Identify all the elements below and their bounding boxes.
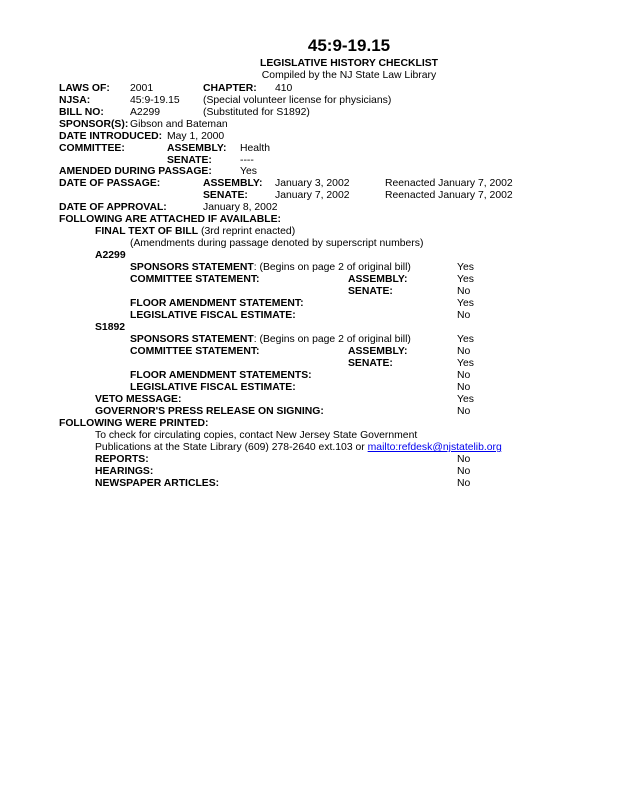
a-floor-label: FLOOR AMENDMENT STATEMENT: xyxy=(130,298,304,309)
s-sponsors-note: : (Begins on page 2 of original bill) xyxy=(253,334,411,345)
page-title: 45:9-19.15 xyxy=(307,36,391,55)
date-introduced-value: May 1, 2000 xyxy=(167,131,225,142)
chapter-value: 410 xyxy=(275,83,293,94)
amended-value: Yes xyxy=(240,166,257,177)
a-bill-number: A2299 xyxy=(95,250,126,261)
a-sponsors-value: Yes xyxy=(457,262,474,273)
printed-line-2-text: Publications at the State Library (609) 278-2640 ext.103 or xyxy=(95,442,368,453)
approval-label: DATE OF APPROVAL: xyxy=(59,202,167,213)
passage-senate-label: SENATE: xyxy=(203,190,248,201)
passage-assembly-note: Reenacted January 7, 2002 xyxy=(385,178,513,189)
chapter-label: CHAPTER: xyxy=(203,83,257,94)
veto-label: VETO MESSAGE: xyxy=(95,394,182,405)
a-fiscal-label: LEGISLATIVE FISCAL ESTIMATE: xyxy=(130,310,296,321)
amended-label: AMENDED DURING PASSAGE: xyxy=(59,166,212,177)
s-fiscal-value: No xyxy=(457,382,471,393)
passage-assembly-label: ASSEMBLY: xyxy=(203,178,263,189)
a-committee-senate-value: No xyxy=(457,286,471,297)
s-sponsors-line xyxy=(130,334,411,346)
s-sponsors-value: Yes xyxy=(457,334,474,345)
njsa-description: (Special volunteer license for physicians) xyxy=(203,95,392,106)
committee-assembly-label: ASSEMBLY: xyxy=(167,143,227,154)
amendments-note: (Amendments during passage denoted by superscript numbers) xyxy=(130,238,424,249)
reports-label: REPORTS: xyxy=(95,454,149,465)
a-committee-senate-label: SENATE: xyxy=(348,286,393,297)
page-subtitle: LEGISLATIVE HISTORY CHECKLIST xyxy=(259,58,438,69)
laws-of-value: 2001 xyxy=(130,83,154,94)
bill-no-label: BILL NO: xyxy=(59,107,104,118)
s-committee-senate-value: Yes xyxy=(457,358,474,369)
a-committee-assembly-value: Yes xyxy=(457,274,474,285)
passage-senate-value: January 7, 2002 xyxy=(275,190,350,201)
refdesk-email-link[interactable]: mailto:refdesk@njstatelib.org xyxy=(367,442,502,453)
press-release-value: No xyxy=(457,406,471,417)
committee-senate-label: SENATE: xyxy=(167,155,212,166)
s-floor-value: No xyxy=(457,370,471,381)
committee-senate-value: ---- xyxy=(240,155,254,166)
a-committee-label: COMMITTEE STATEMENT: xyxy=(130,274,260,285)
committee-assembly-value: Health xyxy=(240,143,271,154)
approval-value: January 8, 2002 xyxy=(203,202,278,213)
s-sponsors-label: SPONSORS STATEMENT xyxy=(130,334,254,345)
s-committee-assembly-label: ASSEMBLY: xyxy=(348,346,408,357)
date-introduced-label: DATE INTRODUCED: xyxy=(59,131,163,142)
printed-heading: FOLLOWING WERE PRINTED: xyxy=(59,418,209,429)
sponsors-value: Gibson and Bateman xyxy=(130,119,228,130)
a-sponsors-label: SPONSORS STATEMENT xyxy=(130,262,254,273)
s-committee-senate-label: SENATE: xyxy=(348,358,393,369)
njsa-label: NJSA: xyxy=(59,95,91,106)
laws-of-label: LAWS OF: xyxy=(59,83,110,94)
attached-heading: FOLLOWING ARE ATTACHED IF AVAILABLE: xyxy=(59,214,282,225)
sponsors-label: SPONSOR(S): xyxy=(59,119,129,130)
printed-line-2 xyxy=(95,442,502,454)
final-text-note: (3rd reprint enacted) xyxy=(201,226,296,237)
a-sponsors-note: : (Begins on page 2 of original bill) xyxy=(253,262,411,273)
bill-no-value: A2299 xyxy=(130,107,161,118)
passage-label: DATE OF PASSAGE: xyxy=(59,178,161,189)
a-committee-assembly-label: ASSEMBLY: xyxy=(348,274,408,285)
a-sponsors-line xyxy=(130,262,411,274)
reports-value: No xyxy=(457,454,471,465)
hearings-value: No xyxy=(457,466,471,477)
a-fiscal-value: No xyxy=(457,310,471,321)
printed-line-1: To check for circulating copies, contact New Jersey State Government xyxy=(95,430,418,441)
newspaper-label: NEWSPAPER ARTICLES: xyxy=(95,478,220,489)
s-floor-label: FLOOR AMENDMENT STATEMENTS: xyxy=(130,370,312,381)
s-fiscal-label: LEGISLATIVE FISCAL ESTIMATE: xyxy=(130,382,296,393)
final-text-line xyxy=(95,226,295,238)
njsa-value: 45:9-19.15 xyxy=(130,95,180,106)
bill-substituted: (Substituted for S1892) xyxy=(203,107,310,118)
s-bill-number: S1892 xyxy=(95,322,126,333)
passage-senate-note: Reenacted January 7, 2002 xyxy=(385,190,513,201)
compiled-by: Compiled by the NJ State Law Library xyxy=(261,70,437,81)
veto-value: Yes xyxy=(457,394,474,405)
passage-assembly-value: January 3, 2002 xyxy=(275,178,350,189)
hearings-label: HEARINGS: xyxy=(95,466,154,477)
newspaper-value: No xyxy=(457,478,471,489)
committee-label: COMMITTEE: xyxy=(59,143,125,154)
s-committee-label: COMMITTEE STATEMENT: xyxy=(130,346,260,357)
final-text-label: FINAL TEXT OF BILL xyxy=(95,226,199,237)
a-floor-value: Yes xyxy=(457,298,474,309)
press-release-label: GOVERNOR'S PRESS RELEASE ON SIGNING: xyxy=(95,406,324,417)
s-committee-assembly-value: No xyxy=(457,346,471,357)
